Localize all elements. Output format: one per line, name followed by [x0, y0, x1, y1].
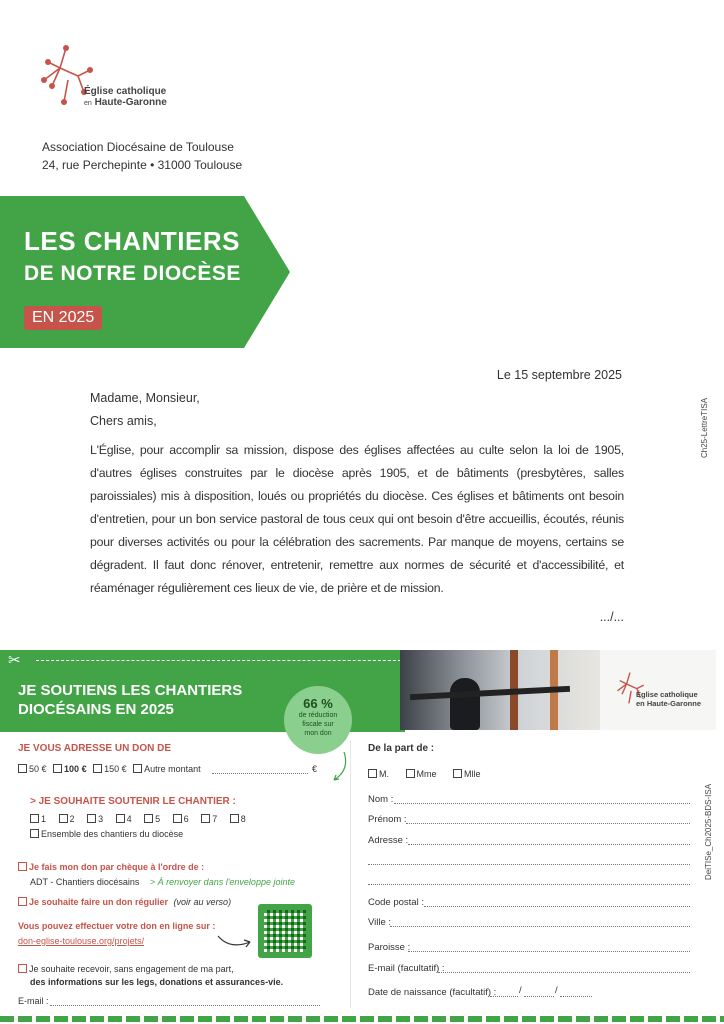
amount-150-label: 150 € — [104, 764, 127, 774]
amount-50-label: 50 € — [29, 764, 47, 774]
chantier-2-option[interactable] — [59, 814, 75, 824]
curved-arrow-icon — [330, 750, 350, 784]
birthdate-day-field[interactable] — [490, 996, 518, 997]
chantier-6-label: 6 — [183, 814, 189, 824]
chantier-8-option[interactable] — [230, 814, 246, 824]
checkbox-icon — [30, 829, 39, 838]
amount-other-field[interactable] — [212, 773, 308, 774]
continued-mark: .../... — [599, 610, 624, 624]
scissors-icon: ✂ — [8, 652, 21, 669]
qr-code-icon[interactable] — [258, 904, 312, 958]
chantier-2-label: 2 — [69, 814, 75, 824]
nom-label: Nom : — [368, 794, 394, 805]
checkbox-icon — [53, 764, 62, 773]
amount-150-option[interactable] — [93, 764, 127, 774]
cheque-option[interactable] — [18, 862, 204, 872]
logo-line2: Haute-Garonne — [94, 97, 167, 108]
coupon-title-line2: DIOCÉSAINS EN 2025 — [18, 701, 174, 718]
cheque-note: > À renvoyer dans l'enveloppe jointe — [149, 877, 295, 887]
date-separator-1: / — [519, 985, 522, 996]
badge-line2: fiscale sur — [302, 721, 334, 728]
checkbox-icon — [230, 814, 239, 823]
regular-donation-option[interactable] — [18, 897, 231, 907]
birthdate-month-field[interactable] — [524, 996, 554, 997]
coupon-logo — [600, 650, 716, 730]
amount-other-label: Autre montant — [144, 764, 201, 774]
online-label: Vous pouvez effectuer votre don en ligne sur : — [18, 921, 216, 931]
column-divider — [350, 740, 351, 1008]
email-field-left[interactable] — [50, 1005, 320, 1006]
checkbox-icon — [201, 814, 210, 823]
checkbox-icon — [18, 862, 27, 871]
info-bold: des informations sur les legs, donations et assurances-vie. — [30, 977, 284, 987]
chantier-4-label: 4 — [126, 814, 132, 824]
letter-side-code: Ch25-LettreTISA — [700, 397, 709, 458]
amount-50-option[interactable] — [18, 764, 47, 774]
arrow-to-qr-icon — [216, 928, 256, 950]
salutation-line1: Madame, Monsieur, — [90, 391, 200, 405]
email-label-left: E-mail : — [18, 996, 49, 1006]
adresse-field-2[interactable] — [368, 864, 690, 865]
checkbox-icon — [93, 764, 102, 773]
regular-label: Je souhaite faire un don régulier — [29, 897, 169, 907]
salutation-line2: Chers amis, — [90, 414, 157, 428]
email-label-right: E-mail (facultatif) : — [368, 963, 445, 974]
logo-text — [84, 86, 167, 109]
civility-mme-option[interactable] — [406, 769, 437, 779]
letter-paragraph: L'Église, pour accomplir sa mission, dispose des églises affectées au culte selon la loi de 1905, d'autres églises construites par le diocèse après 1905, et de bâtiments (presbytères, salles paroissiales) mis à disposition, loués ou propriétés du diocèse. Ces églises et bâtiments ont besoin d'entretien, pour un bon service pastoral de tous ceux qui ont besoin d'être accueillis, écoutés, réunis pour diverses activités ou pour la célébration des sacrements. Par manque de moyens, certains se dégradent. Il faut donc rénover, entretenir, remettre aux normes de sécurité et d'accessibilité, et réaménager régulièrement ces lieux de vie, de prière et de mission. — [90, 443, 624, 595]
chantier-5-option[interactable] — [144, 814, 160, 824]
amount-100-label: 100 € — [64, 764, 87, 774]
chantier-3-label: 3 — [98, 814, 104, 824]
chantier-heading: > JE SOUHAITE SOUTENIR LE CHANTIER : — [30, 796, 236, 807]
online-url-link[interactable]: don-eglise-toulouse.org/projets/ — [18, 936, 145, 946]
chantier-all-option[interactable] — [30, 829, 183, 839]
checkbox-icon — [116, 814, 125, 823]
chantier-6-option[interactable] — [173, 814, 189, 824]
cut-line — [36, 660, 406, 661]
chantier-7-label: 7 — [212, 814, 218, 824]
checkbox-icon — [406, 769, 415, 778]
checkbox-icon — [133, 764, 142, 773]
badge-line3: mon don — [304, 730, 332, 737]
paroisse-label: Paroisse : — [368, 942, 411, 953]
chantier-1-option[interactable] — [30, 814, 46, 824]
cheque-payee: ADT - Chantiers diocésains — [30, 877, 140, 887]
banner-title-line1: LES CHANTIERS — [24, 226, 240, 256]
cheque-payee-line — [30, 877, 295, 887]
banner-title-line2: DE NOTRE DIOCÈSE — [24, 262, 241, 285]
tax-reduction-badge — [284, 686, 352, 754]
checkbox-icon — [144, 814, 153, 823]
logo-line1: Église catholique — [84, 86, 167, 97]
amount-suffix: € — [312, 764, 318, 774]
chantier-all-label: Ensemble des chantiers du diocèse — [41, 829, 184, 839]
nom-field[interactable] — [394, 803, 690, 804]
birthdate-label: Date de naissance (facultatif) : — [368, 987, 497, 998]
letter-body — [90, 387, 624, 629]
code-postal-label: Code postal : — [368, 897, 424, 908]
adresse-field-1[interactable] — [408, 844, 690, 845]
chantier-1-label: 1 — [41, 814, 47, 824]
sender-address — [42, 138, 242, 174]
worksite-photo — [400, 650, 600, 730]
email-field-right[interactable] — [438, 972, 690, 973]
code-postal-field[interactable] — [424, 906, 690, 907]
checkbox-icon — [453, 769, 462, 778]
adresse-field-3[interactable] — [368, 884, 690, 885]
chantier-options — [30, 814, 246, 824]
badge-line1: de réduction — [298, 712, 338, 719]
amount-options — [18, 764, 201, 774]
chantier-3-option[interactable] — [87, 814, 103, 824]
chantier-7-option[interactable] — [201, 814, 217, 824]
org-name: Association Diocésaine de Toulouse — [42, 140, 234, 154]
civility-m-label: M. — [379, 769, 389, 779]
regular-note: (voir au verso) — [173, 897, 232, 907]
civility-m-option[interactable] — [368, 769, 389, 779]
year-badge: EN 2025 — [24, 306, 102, 330]
civility-mme-label: Mme — [416, 769, 437, 779]
ville-label: Ville : — [368, 917, 392, 928]
checkbox-icon — [18, 964, 27, 973]
org-address: 24, rue Perchepinte • 31000 Toulouse — [42, 158, 243, 172]
info-label: Je souhaite recevoir, sans engagement de ma part, — [29, 964, 234, 974]
logo-line2-prefix: en — [84, 100, 92, 107]
coupon-logo-line1: Église catholique — [636, 690, 698, 699]
info-option[interactable] — [18, 963, 283, 989]
coupon-logo-line2: en Haute-Garonne — [636, 699, 702, 708]
ville-field[interactable] — [390, 926, 690, 927]
paroisse-field[interactable] — [408, 951, 690, 952]
don-heading: JE VOUS ADRESSE UN DON DE — [18, 743, 171, 754]
checkbox-icon — [30, 814, 39, 823]
prenom-label: Prénom : — [368, 814, 407, 825]
cheque-label: Je fais mon don par chèque à l'ordre de : — [29, 862, 205, 872]
civility-options — [368, 769, 481, 779]
birthdate-year-field[interactable] — [560, 996, 592, 997]
civility-mlle-label: Mlle — [464, 769, 481, 779]
adresse-label: Adresse : — [368, 835, 409, 846]
prenom-field[interactable] — [406, 823, 690, 824]
from-heading: De la part de : — [368, 743, 435, 754]
amount-100-option[interactable] — [53, 764, 87, 774]
checkbox-icon — [18, 764, 27, 773]
checkbox-icon — [368, 769, 377, 778]
checkbox-icon — [18, 897, 27, 906]
badge-percent: 66 % — [303, 696, 333, 711]
coupon-title — [18, 681, 242, 719]
coupon-side-code: DeiTISe_Ch2025-BDS-ISA — [704, 783, 713, 880]
chantier-4-option[interactable] — [116, 814, 132, 824]
date-separator-2: / — [555, 985, 558, 996]
chantier-8-label: 8 — [240, 814, 246, 824]
letter-date: Le 15 septembre 2025 — [496, 368, 622, 382]
checkbox-icon — [173, 814, 182, 823]
coupon-title-line1: JE SOUTIENS LES CHANTIERS — [18, 682, 243, 699]
chantier-5-label: 5 — [155, 814, 161, 824]
checkbox-icon — [59, 814, 68, 823]
bottom-dashed-band — [0, 1016, 724, 1022]
civility-mlle-option[interactable] — [453, 769, 481, 779]
amount-other-option[interactable] — [133, 764, 201, 774]
checkbox-icon — [87, 814, 96, 823]
